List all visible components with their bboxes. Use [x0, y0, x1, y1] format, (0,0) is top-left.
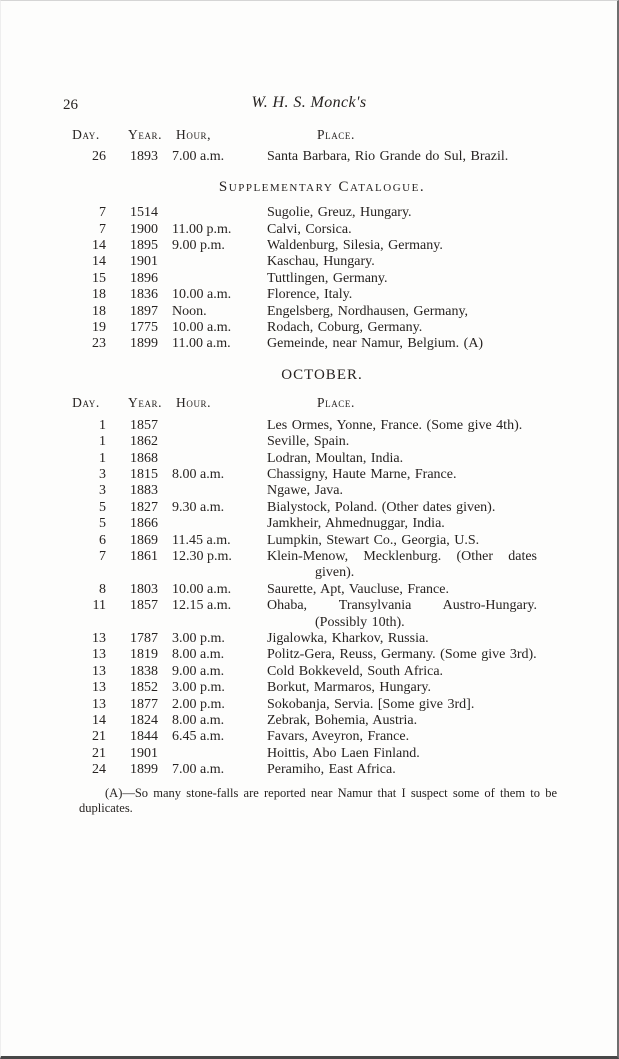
col-header-place: Place.	[317, 127, 355, 142]
day-cell: 14	[92, 254, 106, 270]
hour-cell: 9.00 a.m.	[172, 663, 225, 679]
place-cell: Chassigny, Haute Marne, France.	[267, 466, 457, 482]
year-cell: 1866	[130, 516, 158, 532]
place-cell: Kaschau, Hungary.	[267, 254, 375, 270]
table-row	[66, 680, 578, 696]
place-cell: Peramiho, East Africa.	[267, 762, 396, 778]
place-cell: Ohaba, Transylvania Austro-Hungary. (Possibly 10th).	[267, 598, 537, 630]
hour-cell: 8.00 a.m.	[172, 647, 225, 663]
year-cell: 1883	[130, 483, 158, 499]
year-cell: 1857	[130, 598, 158, 614]
hour-cell: 8.00 a.m.	[172, 713, 225, 728]
place-cell: Ngawe, Java.	[267, 483, 344, 499]
table-row	[66, 549, 578, 582]
year-cell: 1857	[130, 417, 158, 433]
table-header-row	[66, 395, 578, 411]
day-cell: 13	[92, 630, 106, 646]
table-row	[66, 647, 578, 663]
year-cell: 1827	[130, 499, 158, 515]
hour-cell: 7.00 a.m.	[172, 149, 225, 165]
col-header-year: Year.	[128, 127, 163, 142]
table-row	[66, 762, 578, 778]
day-cell: 3	[99, 483, 106, 499]
first-table	[66, 127, 578, 166]
october-title: OCTOBER.	[281, 366, 363, 383]
table-row	[66, 418, 578, 434]
place-cell: Borkut, Marmaros, Hungary.	[267, 680, 432, 696]
day-cell: 5	[99, 499, 106, 515]
table-row	[66, 467, 578, 483]
year-cell: 1514	[130, 205, 158, 221]
hour-cell: 10.00 a.m.	[172, 287, 232, 303]
supplementary-catalogue-section	[66, 179, 578, 353]
year-cell: 1897	[130, 303, 158, 319]
day-cell: 13	[92, 680, 106, 696]
table-row	[66, 582, 578, 598]
table-row	[66, 533, 578, 549]
day-cell: 13	[92, 663, 106, 679]
place-cell: Rodach, Coburg, Germany.	[267, 320, 423, 336]
year-cell: 1901	[130, 745, 158, 761]
page-content	[66, 127, 578, 817]
col-header-day: Day.	[72, 395, 100, 411]
table-row	[66, 697, 578, 713]
year-cell: 1861	[130, 548, 158, 564]
day-cell: 7	[99, 221, 106, 237]
day-cell: 13	[92, 696, 106, 712]
table-row	[66, 713, 578, 729]
year-cell: 1787	[130, 630, 158, 646]
year-cell: 1901	[130, 254, 158, 270]
col-header-hour: Hour,	[176, 127, 212, 142]
day-cell: 6	[99, 532, 106, 548]
october-section	[66, 367, 578, 779]
place-cell: Favars, Aveyron, France.	[267, 729, 410, 745]
day-cell: 3	[99, 466, 106, 482]
year-cell: 1775	[130, 320, 158, 336]
year-cell: 1836	[130, 287, 158, 303]
hour-cell: 7.00 a.m.	[172, 762, 225, 778]
hour-cell: 2.00 p.m.	[172, 696, 225, 712]
year-cell: 1896	[130, 270, 158, 286]
table-row	[66, 631, 578, 647]
place-cell: Bialystock, Poland. (Other dates given).	[267, 499, 496, 515]
table-header-row	[66, 127, 578, 143]
table-row	[66, 336, 578, 352]
day-cell: 18	[92, 287, 106, 303]
day-cell: 1	[99, 450, 106, 466]
day-cell: 21	[92, 729, 106, 745]
year-cell: 1869	[130, 532, 158, 548]
hour-cell: 11.00 a.m.	[172, 336, 231, 352]
table-row	[66, 287, 578, 303]
hour-cell: 9.00 p.m.	[172, 238, 225, 254]
table-row	[66, 483, 578, 499]
day-cell: 7	[99, 548, 106, 564]
place-cell: Zebrak, Bohemia, Austria.	[267, 713, 418, 728]
year-cell: 1877	[130, 696, 158, 712]
year-cell: 1803	[130, 581, 158, 597]
year-cell: 1819	[130, 647, 158, 663]
year-cell: 1868	[130, 450, 158, 466]
col-header-place: Place.	[317, 395, 355, 411]
table-row	[66, 149, 578, 165]
place-cell: Engelsberg, Nordhausen, Germany,	[267, 303, 469, 319]
table-row	[66, 222, 578, 238]
supplementary-catalogue-title: Supplementary Catalogue.	[218, 178, 426, 195]
table-row	[66, 238, 578, 254]
hour-cell: 10.00 a.m.	[172, 581, 232, 597]
table-body	[66, 149, 578, 165]
place-cell: Klein-Menow, Mecklenburg. (Other dates given).	[267, 548, 537, 581]
year-cell: 1838	[130, 663, 158, 679]
day-cell: 1	[99, 417, 106, 433]
place-cell: Waldenburg, Silesia, Germany.	[267, 238, 443, 254]
year-cell: 1895	[130, 238, 158, 254]
place-cell: Les Ormes, Yonne, France. (Some give 4th).	[267, 417, 523, 433]
day-cell: 1	[99, 434, 106, 450]
col-header-hour: Hour.	[176, 395, 212, 411]
table-row	[66, 451, 578, 467]
hour-cell: 3.00 p.m.	[172, 630, 225, 646]
table-row	[66, 254, 578, 270]
day-cell: 18	[92, 303, 106, 319]
table-row	[66, 729, 578, 745]
hour-cell: 12.15 a.m.	[172, 598, 232, 614]
day-cell: 24	[92, 762, 106, 778]
day-cell: 19	[92, 320, 106, 336]
year-cell: 1852	[130, 680, 158, 696]
day-cell: 26	[92, 149, 106, 165]
table-row	[66, 500, 578, 516]
table-row	[66, 434, 578, 450]
hour-cell: 8.00 a.m.	[172, 466, 225, 482]
year-cell: 1844	[130, 729, 158, 745]
place-cell: Cold Bokkeveld, South Africa.	[267, 663, 444, 679]
year-cell: 1815	[130, 466, 158, 482]
hour-cell: 3.00 p.m.	[172, 680, 225, 696]
day-cell: 21	[92, 745, 106, 761]
year-cell: 1899	[130, 336, 158, 352]
day-cell: 7	[99, 205, 106, 221]
running-title: W. H. S. Monck's	[251, 94, 367, 111]
year-cell: 1862	[130, 434, 158, 450]
col-header-day: Day.	[72, 127, 100, 142]
hour-cell: 11.45 a.m.	[172, 532, 231, 548]
table-row	[66, 320, 578, 336]
table-row	[66, 205, 578, 221]
year-cell: 1893	[130, 149, 158, 165]
day-cell: 14	[92, 238, 106, 254]
footnote: (A)—So many stone-falls are reported near Namur that I suspect some of them to be duplicates.	[79, 785, 557, 816]
place-cell: Calvi, Corsica.	[267, 221, 352, 237]
place-cell: Tuttlingen, Germany.	[267, 270, 388, 286]
year-cell: 1824	[130, 713, 158, 728]
table-row	[66, 304, 578, 320]
table-body	[66, 205, 578, 353]
place-cell: Jigalowka, Kharkov, Russia.	[267, 630, 429, 646]
year-cell: 1899	[130, 762, 158, 778]
day-cell: 15	[92, 270, 106, 286]
place-cell: Politz-Gera, Reuss, Germany. (Some give 3rd).	[267, 647, 537, 663]
day-cell: 13	[92, 647, 106, 663]
col-header-year: Year.	[128, 395, 163, 411]
place-cell: Lumpkin, Stewart Co., Georgia, U.S.	[267, 532, 480, 548]
hour-cell: 11.00 p.m.	[172, 221, 232, 237]
place-cell: Santa Barbara, Rio Grande do Sul, Brazil.	[267, 149, 509, 165]
hour-cell: Noon.	[172, 303, 207, 319]
place-cell: Florence, Italy.	[267, 287, 353, 303]
page-number: 26	[63, 97, 78, 113]
place-cell: Seville, Spain.	[267, 434, 350, 450]
table-row	[66, 271, 578, 287]
table-body	[66, 418, 578, 779]
place-cell: Jamkheir, Ahmednuggar, India.	[267, 516, 445, 532]
hour-cell: 9.30 a.m.	[172, 499, 225, 515]
day-cell: 14	[92, 713, 106, 728]
hour-cell: 10.00 a.m.	[172, 320, 232, 336]
table-row	[66, 664, 578, 680]
day-cell: 11	[92, 598, 106, 614]
hour-cell: 6.45 a.m.	[172, 729, 225, 745]
place-cell: Sugolie, Greuz, Hungary.	[267, 205, 412, 221]
table-row	[66, 516, 578, 532]
day-cell: 5	[99, 516, 106, 532]
table-row	[66, 746, 578, 762]
place-cell: Hoittis, Abo Laen Finland.	[267, 745, 420, 761]
year-cell: 1900	[130, 221, 158, 237]
day-cell: 8	[99, 581, 106, 597]
place-cell: Gemeinde, near Namur, Belgium. (A)	[267, 336, 484, 352]
day-cell: 23	[92, 336, 106, 352]
place-cell: Lodran, Moultan, India.	[267, 450, 404, 466]
hour-cell: 12.30 p.m.	[172, 548, 232, 564]
place-cell: Sokobanja, Servia. [Some give 3rd].	[267, 696, 475, 712]
place-cell: Saurette, Apt, Vaucluse, France.	[267, 581, 449, 597]
table-row	[66, 598, 578, 631]
